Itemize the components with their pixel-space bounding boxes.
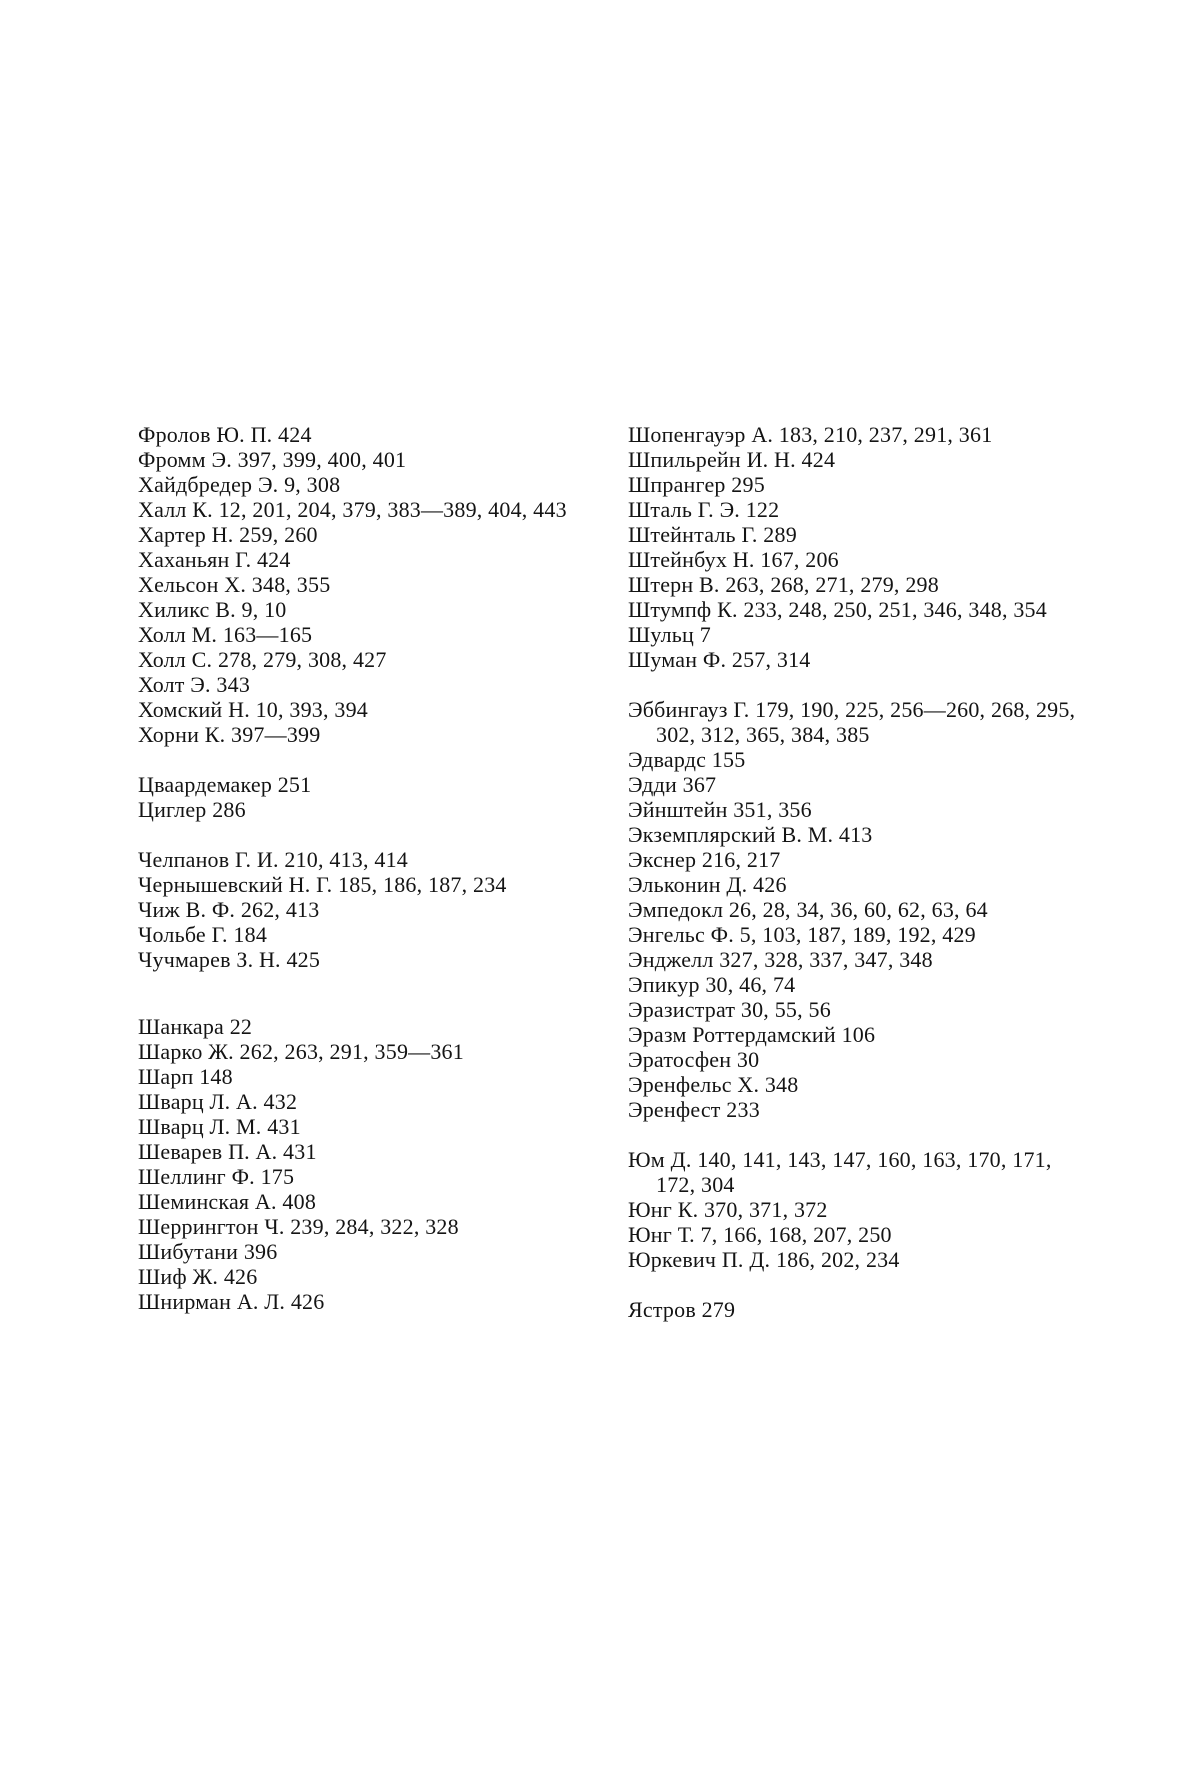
index-entry: Эренфельс Х. 348 bbox=[628, 1072, 799, 1097]
index-entry: Эпикур 30, 46, 74 bbox=[628, 972, 796, 997]
index-entry: Экснер 216, 217 bbox=[628, 847, 781, 872]
index-entry: Хаханьян Г. 424 bbox=[138, 547, 291, 572]
index-entry: Эйнштейн 351, 356 bbox=[628, 797, 812, 822]
index-entry: Цваардемакер 251 bbox=[138, 772, 312, 797]
index-entry: Эразистрат 30, 55, 56 bbox=[628, 997, 831, 1022]
index-column-left bbox=[138, 422, 598, 1339]
index-group-e bbox=[628, 697, 1083, 1122]
index-entry: Шталь Г. Э. 122 bbox=[628, 497, 780, 522]
index-group-yu bbox=[628, 1147, 1083, 1272]
index-entry: Халл К. 12, 201, 204, 379, 383—389, 404, 443 bbox=[138, 497, 567, 522]
index-entry: Эренфест 233 bbox=[628, 1097, 760, 1122]
index-entry: Циглер 286 bbox=[138, 797, 246, 822]
index-entry: Чиж В. Ф. 262, 413 bbox=[138, 897, 320, 922]
index-entry: Эратосфен 30 bbox=[628, 1047, 760, 1072]
index-entry: Холт Э. 343 bbox=[138, 672, 251, 697]
index-entry: Хельсон Х. 348, 355 bbox=[138, 572, 331, 597]
index-entry: Эббингауз Г. 179, 190, 225, 256—260, 268, 295, 302, 312, 365, 384, 385 bbox=[628, 697, 1076, 747]
index-entry: Шеминская А. 408 bbox=[138, 1189, 317, 1214]
index-entry: Чучмарев З. Н. 425 bbox=[138, 947, 321, 972]
index-entry: Хорни К. 397—399 bbox=[138, 722, 321, 747]
index-group-ts bbox=[138, 772, 598, 822]
index-entry: Ястров 279 bbox=[628, 1297, 736, 1322]
index-entry: Шарко Ж. 262, 263, 291, 359—361 bbox=[138, 1039, 464, 1064]
index-group-ya bbox=[628, 1297, 1083, 1322]
index-entry: Юркевич П. Д. 186, 202, 234 bbox=[628, 1247, 900, 1272]
index-entry: Юм Д. 140, 141, 143, 147, 160, 163, 170, 171, 172, 304 bbox=[628, 1147, 1052, 1197]
index-entry: Фромм Э. 397, 399, 400, 401 bbox=[138, 447, 407, 472]
index-group-sh bbox=[138, 1014, 598, 1314]
index-entry: Шопенгауэр А. 183, 210, 237, 291, 361 bbox=[628, 422, 993, 447]
index-entry: Эльконин Д. 426 bbox=[628, 872, 787, 897]
index-entry: Шеррингтон Ч. 239, 284, 322, 328 bbox=[138, 1214, 459, 1239]
index-entry: Экземплярский В. М. 413 bbox=[628, 822, 873, 847]
index-column-right bbox=[628, 422, 1083, 1347]
index-entry: Холл С. 278, 279, 308, 427 bbox=[138, 647, 387, 672]
index-entry: Чольбе Г. 184 bbox=[138, 922, 268, 947]
index-entry: Фролов Ю. П. 424 bbox=[138, 422, 312, 447]
index-entry: Шульц 7 bbox=[628, 622, 711, 647]
index-entry: Эразм Роттердамский 106 bbox=[628, 1022, 876, 1047]
index-entry: Шеллинг Ф. 175 bbox=[138, 1164, 295, 1189]
index-entry: Шварц Л. М. 431 bbox=[138, 1114, 301, 1139]
index-group-kh bbox=[138, 422, 598, 747]
index-entry: Челпанов Г. И. 210, 413, 414 bbox=[138, 847, 408, 872]
index-entry: Хомский Н. 10, 393, 394 bbox=[138, 697, 368, 722]
index-entry: Шпильрейн И. Н. 424 bbox=[628, 447, 836, 472]
index-entry: Хайдбредер Э. 9, 308 bbox=[138, 472, 341, 497]
index-entry: Холл М. 163—165 bbox=[138, 622, 313, 647]
index-entry: Штейнталь Г. 289 bbox=[628, 522, 797, 547]
index-entry: Штейнбух Н. 167, 206 bbox=[628, 547, 839, 572]
index-entry: Шпрангер 295 bbox=[628, 472, 765, 497]
index-group-ch bbox=[138, 847, 598, 972]
index-entry: Юнг К. 370, 371, 372 bbox=[628, 1197, 828, 1222]
index-group-sh-cont bbox=[628, 422, 1083, 672]
index-entry: Хиликс В. 9, 10 bbox=[138, 597, 287, 622]
index-entry: Шварц Л. А. 432 bbox=[138, 1089, 298, 1114]
index-entry: Шуман Ф. 257, 314 bbox=[628, 647, 811, 672]
index-entry: Шиф Ж. 426 bbox=[138, 1264, 258, 1289]
index-entry: Энджелл 327, 328, 337, 347, 348 bbox=[628, 947, 933, 972]
index-entry: Шанкара 22 bbox=[138, 1014, 253, 1039]
index-entry: Шарп 148 bbox=[138, 1064, 233, 1089]
index-entry: Шибутани 396 bbox=[138, 1239, 278, 1264]
index-entry: Штумпф К. 233, 248, 250, 251, 346, 348, 354 bbox=[628, 597, 1047, 622]
index-entry: Энгельс Ф. 5, 103, 187, 189, 192, 429 bbox=[628, 922, 976, 947]
index-entry: Эмпедокл 26, 28, 34, 36, 60, 62, 63, 64 bbox=[628, 897, 988, 922]
index-entry: Шнирман А. Л. 426 bbox=[138, 1289, 325, 1314]
index-entry: Чернышевский Н. Г. 185, 186, 187, 234 bbox=[138, 872, 507, 897]
index-entry: Эдвардс 155 bbox=[628, 747, 746, 772]
index-entry: Штерн В. 263, 268, 271, 279, 298 bbox=[628, 572, 939, 597]
index-entry: Эдди 367 bbox=[628, 772, 717, 797]
index-entry: Хартер Н. 259, 260 bbox=[138, 522, 318, 547]
index-entry: Юнг Т. 7, 166, 168, 207, 250 bbox=[628, 1222, 892, 1247]
index-entry: Шеварев П. А. 431 bbox=[138, 1139, 317, 1164]
